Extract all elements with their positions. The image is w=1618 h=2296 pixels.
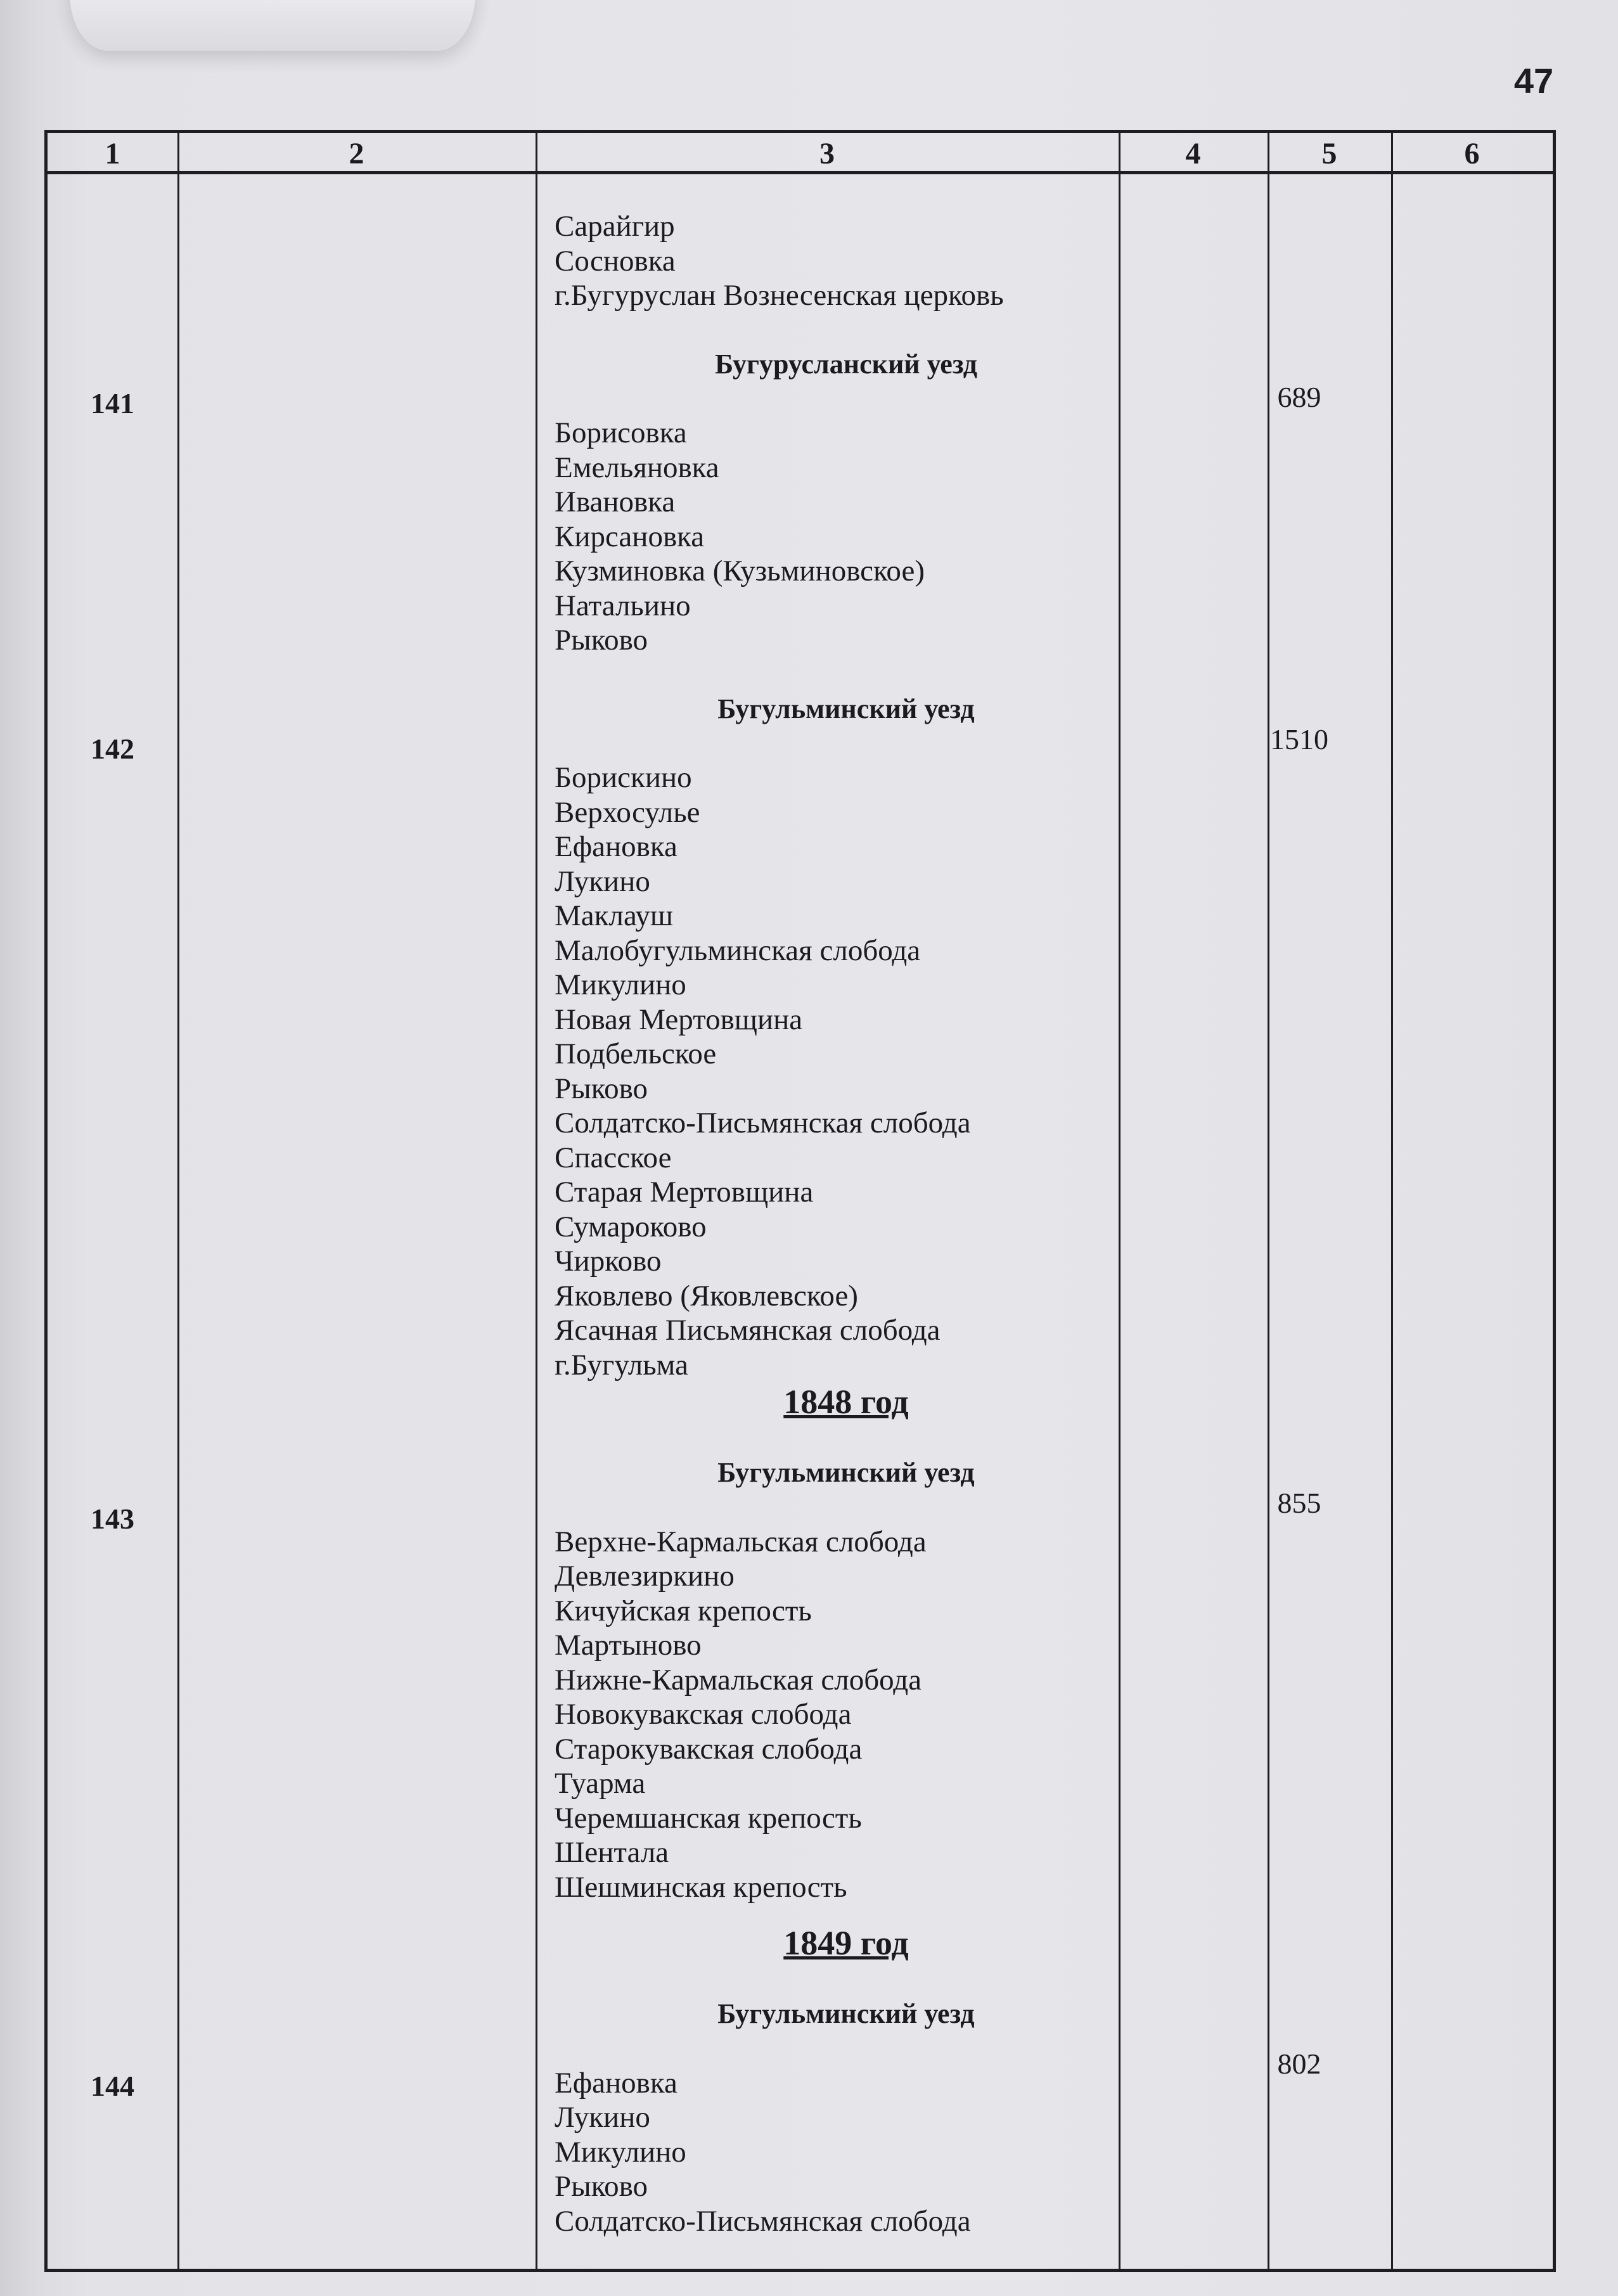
places-column (555, 209, 1138, 2238)
place-item: Ефановка (555, 830, 677, 863)
place-item: Лукино (555, 2101, 650, 2134)
place-item: Верхне-Кармальская слобода (555, 1525, 927, 1558)
place-item: Натальино (555, 589, 691, 622)
column-divider-5 (1391, 133, 1393, 2269)
place-item: Черемшанская крепость (555, 1801, 862, 1835)
header-col-5: 5 (1321, 137, 1337, 170)
place-item: Ясачная Письмянская слобода (555, 1314, 941, 1347)
place-item: Рыково (555, 624, 648, 657)
header-col-1: 1 (105, 137, 120, 170)
uezd-heading: Бугульминский уезд (717, 1457, 975, 1488)
count-141: 689 (1277, 381, 1321, 413)
header-col-6: 6 (1464, 137, 1480, 170)
place-item: Борискино (555, 761, 692, 794)
place-item: Кирсановка (555, 520, 705, 553)
place-item: Чирково (555, 1245, 662, 1278)
row-number-144: 144 (91, 2070, 134, 2102)
place-item: Девлезиркино (555, 1560, 735, 1593)
data-table (44, 130, 1556, 2272)
place-item: Борисовка (555, 416, 687, 449)
header-col-4: 4 (1185, 137, 1201, 170)
place-item: Спасское (555, 1141, 672, 1174)
place-item: Мартыново (555, 1629, 702, 1662)
place-item: Нижне-Кармальская слобода (555, 1663, 922, 1696)
count-142: 1510 (1270, 723, 1328, 755)
place-item: Новокувакская слобода (555, 1698, 852, 1731)
place-item: Кузминовка (Кузьминовское) (555, 555, 925, 587)
place-item: Верхосулье (555, 795, 700, 829)
place-item: Туарма (555, 1767, 646, 1800)
count-144: 802 (1277, 2048, 1321, 2080)
uezd-heading: Бугурусланский уезд (715, 348, 977, 380)
intro-line: г.Бугуруслан Вознесенская церковь (555, 279, 1004, 312)
uezd-heading: Бугульминский уезд (717, 1998, 975, 2029)
place-item: Лукино (555, 864, 650, 898)
place-item: Маклауш (555, 899, 674, 932)
header-divider (48, 171, 1553, 174)
intro-line: Сарайгир (555, 210, 675, 243)
place-item: Подбельское (555, 1037, 717, 1070)
column-divider-1 (177, 133, 179, 2269)
place-item: г.Бугульма (555, 1348, 688, 1382)
header-col-2: 2 (349, 137, 364, 170)
year-heading: 1848 год (783, 1383, 909, 1421)
place-item: Сумароково (555, 1210, 707, 1243)
place-item: Микулино (555, 968, 686, 1001)
place-item: Рыково (555, 1072, 648, 1105)
place-item: Шешминская крепость (555, 1870, 847, 1904)
place-item: Емельяновка (555, 451, 719, 484)
place-item: Яковлево (Яковлевское) (555, 1279, 858, 1312)
place-item: Старокувакская слобода (555, 1732, 863, 1766)
place-item: Солдатско-Письмянская слобода (555, 1106, 971, 1139)
page-number: 47 (1513, 61, 1554, 101)
row-number-143: 143 (91, 1503, 134, 1535)
row-number-142: 142 (91, 733, 134, 765)
header-col-3: 3 (819, 137, 835, 170)
place-item: Солдатско-Письмянская слобода (555, 2204, 971, 2238)
place-item: Старая Мертовщина (555, 1176, 814, 1209)
column-divider-4 (1268, 133, 1269, 2269)
place-item: Кичуйская крепость (555, 1594, 812, 1627)
intro-line: Сосновка (555, 244, 676, 278)
place-item: Новая Мертовщина (555, 1003, 803, 1036)
row-number-141: 141 (91, 387, 134, 420)
place-item: Шентала (555, 1836, 669, 1869)
place-item: Ефановка (555, 2066, 677, 2100)
column-divider-2 (536, 133, 537, 2269)
place-item: Ивановка (555, 485, 676, 518)
year-heading: 1849 год (783, 1924, 909, 1962)
place-item: Малобугульминская слобода (555, 933, 921, 967)
count-143: 855 (1277, 1487, 1321, 1519)
place-item: Рыково (555, 2170, 648, 2203)
photo-tab-shadow (70, 0, 475, 51)
uezd-heading: Бугульминский уезд (717, 693, 975, 724)
place-item: Микулино (555, 2135, 686, 2169)
